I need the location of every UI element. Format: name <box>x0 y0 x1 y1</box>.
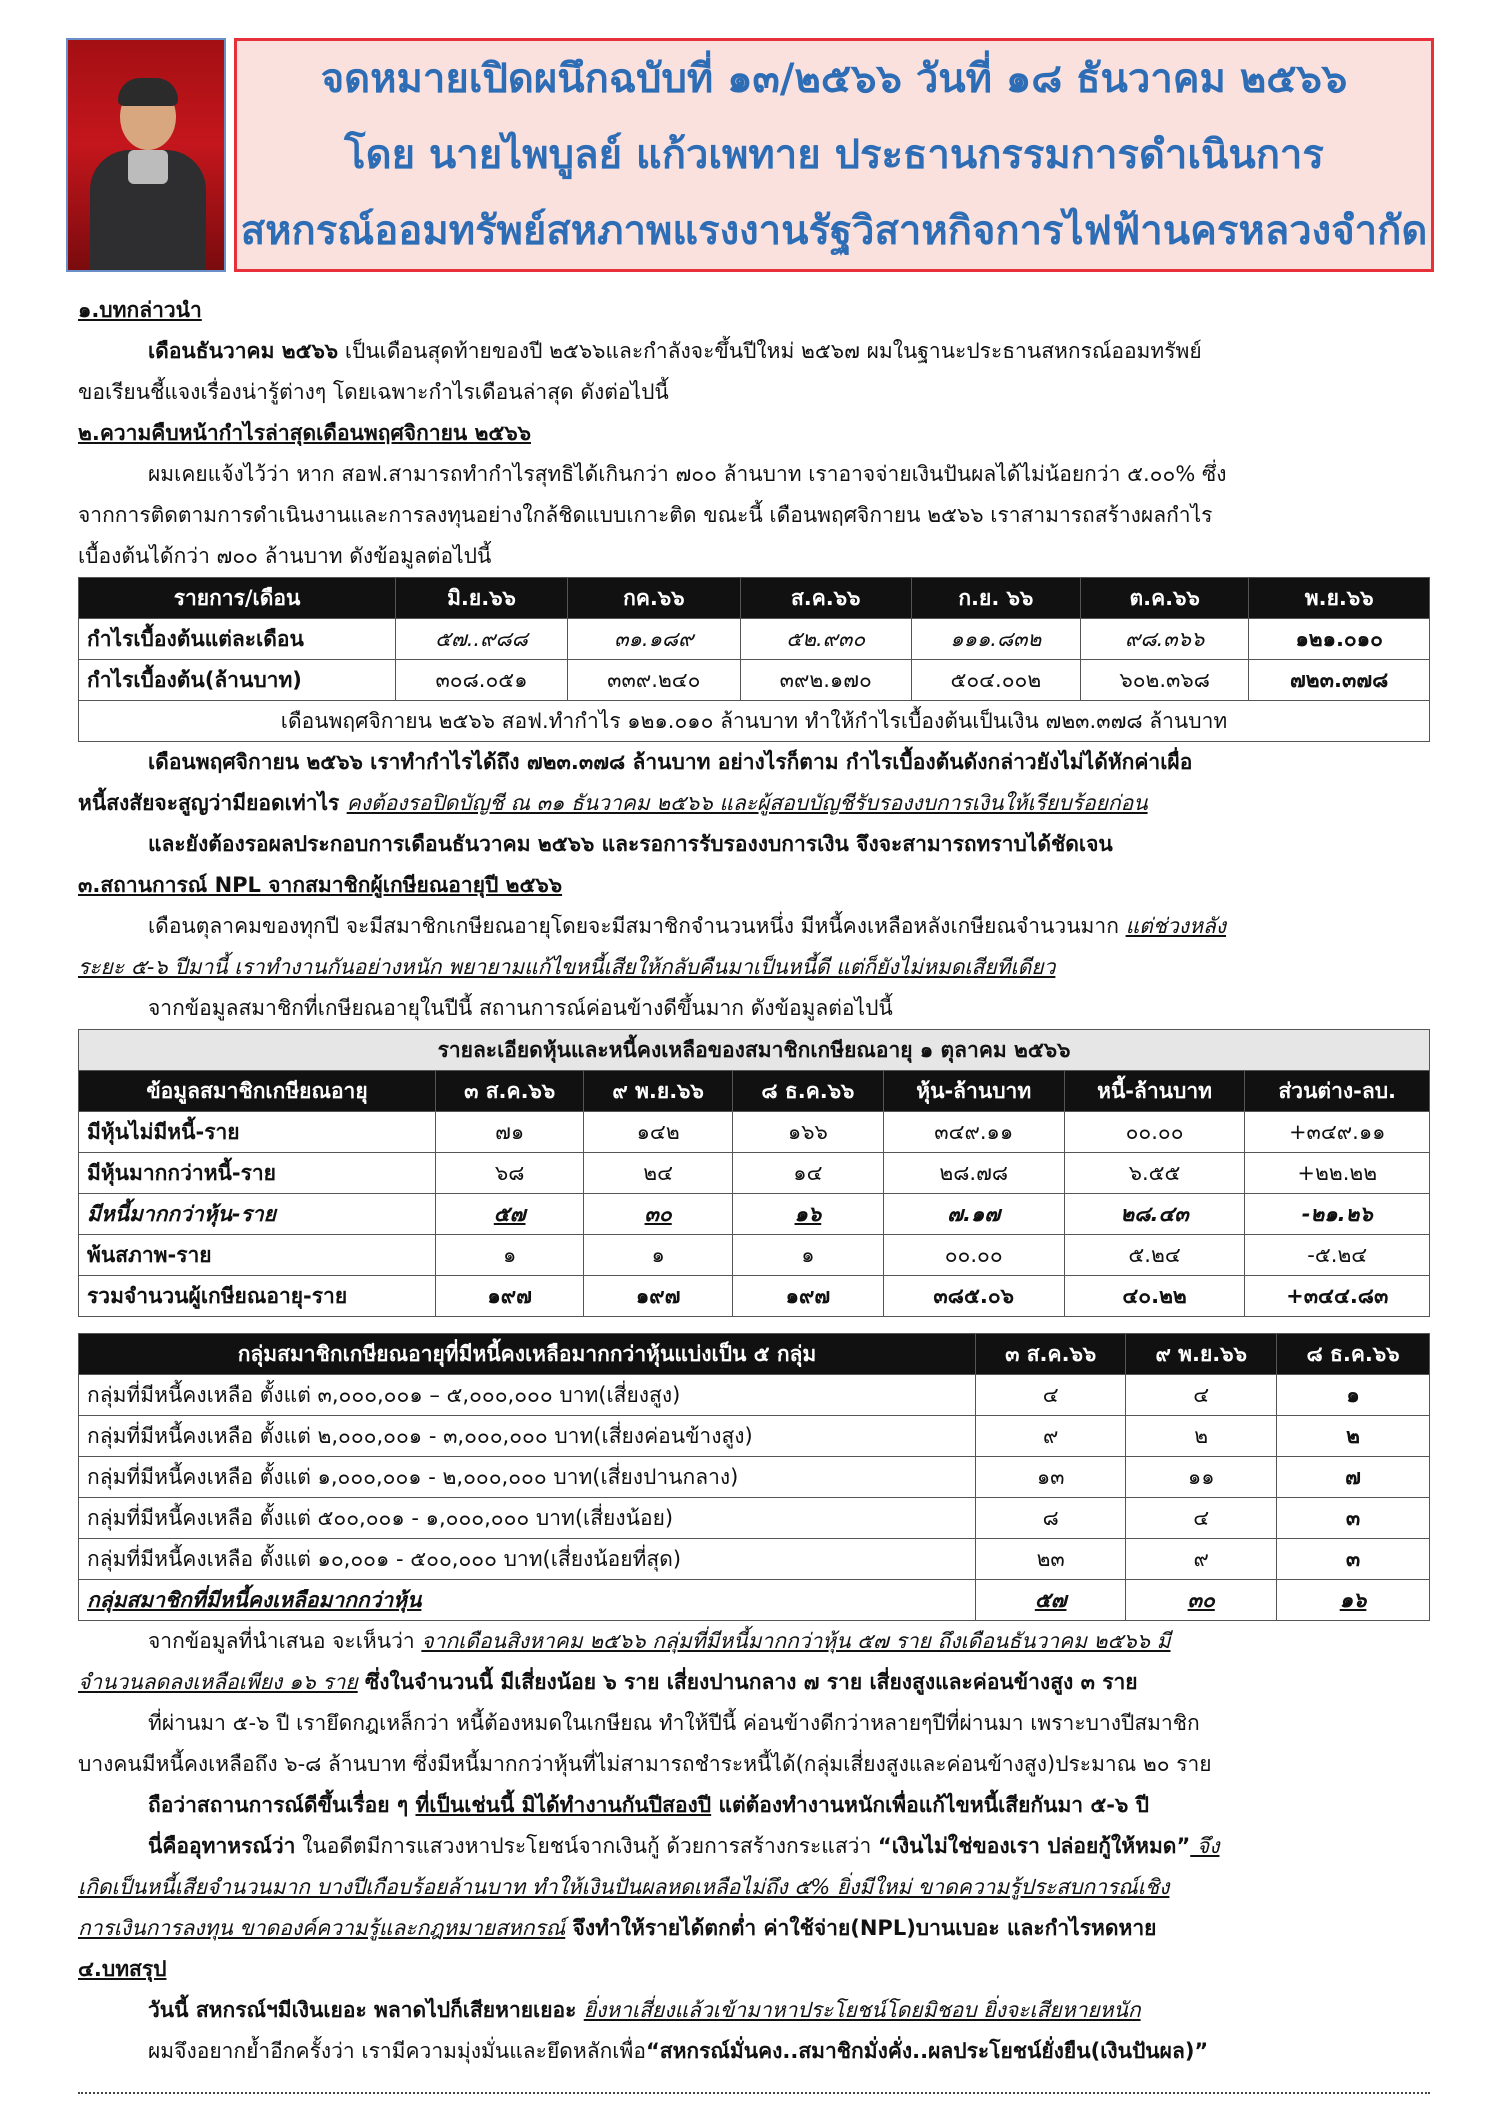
retiree-table <box>78 1029 1430 1317</box>
th: ๘ ธ.ค.๖๖ <box>732 1071 883 1112</box>
cell: ๒๓ <box>976 1539 1126 1580</box>
cell: ๑๙๗ <box>436 1276 584 1317</box>
cell: ๕๗ <box>976 1580 1126 1621</box>
retiree-table-header <box>79 1071 1430 1112</box>
cell: ๓ <box>1277 1539 1430 1580</box>
th: รายการ/เดือน <box>79 578 396 619</box>
cell: ๖.๕๕ <box>1064 1153 1245 1194</box>
cell: ๒๔ <box>584 1153 733 1194</box>
th: พ.ย.๖๖ <box>1249 578 1430 619</box>
chairman-photo <box>66 38 226 272</box>
cell: ๗ <box>1277 1457 1430 1498</box>
s3-p9-c: “เงินไม่ใช่ของเรา ปล่อยกู้ให้หมด” <box>877 1834 1191 1858</box>
s3-p11-b: จึงทำให้รายได้ตกต่ำ ค่าใช้จ่าย(NPL)บานเบอะ และกำไรหดหาย <box>565 1916 1157 1940</box>
profit-table <box>78 577 1430 742</box>
cell: กลุ่มสมาชิกที่มีหนี้คงเหลือมากกว่าหุ้น <box>79 1580 976 1621</box>
s3-p9-b: ในอดีตมีการแสวงหาประโยชน์จากเงินกู้ ด้วยการสร้างกระแสว่า <box>295 1834 878 1858</box>
th: ข้อมูลสมาชิกเกษียณอายุ <box>79 1071 436 1112</box>
table-row <box>79 1375 1430 1416</box>
cell: ๕๒.๙๓๐ <box>740 619 911 660</box>
s3-p1-b: แต่ช่วงหลัง <box>1125 914 1227 938</box>
table-caption: รายละเอียดหุ้นและหนี้คงเหลือของสมาชิกเกษียณอายุ ๑ ตุลาคม ๒๕๖๖ <box>79 1030 1430 1071</box>
th: ๘ ธ.ค.๖๖ <box>1277 1334 1430 1375</box>
cell: ๑๒๑.๐๑๐ <box>1249 619 1430 660</box>
th: ๙ พ.ย.๖๖ <box>1126 1334 1277 1375</box>
cell: +๓๔๔.๘๓ <box>1245 1276 1430 1317</box>
table-caption-row <box>79 1030 1430 1071</box>
th: ต.ค.๖๖ <box>1080 578 1248 619</box>
table-row <box>79 1153 1430 1194</box>
table-row <box>79 1580 1430 1621</box>
s3-p1-a: เดือนตุลาคมของทุกปี จะมีสมาชิกเกษียณอายุโดยจะมีสมาชิกจำนวนหนึ่ง มีหนี้คงเหลือหลังเกษียณจำนวนมาก <box>148 914 1126 938</box>
cell: ๒ <box>1277 1416 1430 1457</box>
cell: กำไรเบื้องต้น(ล้านบาท) <box>79 660 396 701</box>
s3-p9-a: นี่คืออุทาหรณ์ว่า <box>148 1834 296 1858</box>
s4-para-1 <box>78 1990 1428 2031</box>
cell: มีหุ้นไม่มีหนี้-ราย <box>79 1112 436 1153</box>
cell: -๕.๒๔ <box>1245 1235 1430 1276</box>
cell: ๔๐.๒๒ <box>1064 1276 1245 1317</box>
th: กลุ่มสมาชิกเกษียณอายุที่มีหนี้คงเหลือมากกว่าหุ้นแบ่งเป็น ๕ กลุ่ม <box>79 1334 976 1375</box>
cell: ๗๑ <box>436 1112 584 1153</box>
cell: ๐๐.๐๐ <box>883 1235 1064 1276</box>
title-line-1: จดหมายเปิดผนึกฉบับที่ ๑๓/๒๕๖๖ วันที่ ๑๘ ธันวาคม ๒๕๖๖ <box>320 56 1348 102</box>
table-row <box>79 1457 1430 1498</box>
s3-para-11 <box>78 1908 1428 1949</box>
cell: มีหุ้นมากกว่าหนี้-ราย <box>79 1153 436 1194</box>
cell: ๓ <box>1277 1498 1430 1539</box>
table-row <box>79 660 1430 701</box>
s2-para-4: เดือนพฤศจิกายน ๒๕๖๖ เราทำกำไรได้ถึง ๗๒๓.๓๗๘ ล้านบาท อย่างไรก็ตาม กำไรเบื้องต้นดังกล่าวยังไม่ได้หักค่าเผื่อ <box>148 750 1193 774</box>
s3-para-1 <box>78 906 1428 947</box>
s2-para-2: จากการติดตามการดำเนินงานและการลงทุนอย่างใกล้ชิดแบบเกาะติด ขณะนี้ เดือนพฤศจิกายน ๒๕๖๖ เราสามารถสร้างผลกำไร <box>78 503 1213 527</box>
cell: ๑ <box>732 1235 883 1276</box>
s2-p5-a: หนี้สงสัยจะสูญว่ามียอดเท่าไร <box>78 791 347 815</box>
cell: ๕๗ <box>436 1194 584 1235</box>
s1-para-1 <box>78 331 1428 372</box>
s3-para-5 <box>78 1662 1428 1703</box>
s1-para-1-line-2: ขอเรียนชี้แจงเรื่องน่ารู้ต่างๆ โดยเฉพาะกำไรเดือนล่าสุด ดังต่อไปนี้ <box>78 380 669 404</box>
cell: ๓๐ <box>584 1194 733 1235</box>
th: ๓ ส.ค.๖๖ <box>436 1071 584 1112</box>
table-row <box>79 1498 1430 1539</box>
cell: ๒๘.๔๓ <box>1064 1194 1245 1235</box>
cell: ๑๔ <box>732 1153 883 1194</box>
cell: ๑๓ <box>976 1457 1126 1498</box>
s3-p8-a: ถือว่าสถานการณ์ดีขึ้นเรื่อย ๆ <box>148 1793 416 1817</box>
s3-para-3: จากข้อมูลสมาชิกที่เกษียณอายุในปีนี้ สถานการณ์ค่อนข้างดีขึ้นมาก ดังข้อมูลต่อไปนี้ <box>148 996 893 1020</box>
cell: ๓๓๙.๒๔๐ <box>567 660 740 701</box>
cell: มีหนี้มากกว่าหุ้น-ราย <box>79 1194 436 1235</box>
cell: ๑๙๗ <box>584 1276 733 1317</box>
s2-para-5 <box>78 783 1428 824</box>
cell: ๓๔๙.๑๑ <box>883 1112 1064 1153</box>
section-3-heading: ๓.สถานการณ์ NPL จากสมาชิกผู้เกษียณอายุปี ๒๕๖๖ <box>78 873 563 897</box>
th: ๓ ส.ค.๖๖ <box>976 1334 1126 1375</box>
th: หนี้-ล้านบาท <box>1064 1071 1245 1112</box>
cell: ๓๙๒.๑๗๐ <box>740 660 911 701</box>
s2-para-1: ผมเคยแจ้งไว้ว่า หาก สอฟ.สามารถทำกำไรสุทธิได้เกินกว่า ๗๐๐ ล้านบาท เราอาจจ่ายเงินปันผลได้ไม่น้อยกว่า ๕.๐๐% ซึ่ง <box>148 462 1227 486</box>
cell: ๘ <box>976 1498 1126 1539</box>
s4-p1-b: ยิ่งหาเสี่ยงแล้วเข้ามาหาประโยชน์โดยมิชอบ ยิ่งจะเสียหายหนัก <box>583 1998 1141 2022</box>
cell: ๗.๑๗ <box>883 1194 1064 1235</box>
cell: กลุ่มที่มีหนี้คงเหลือ ตั้งแต่ ๑๐,๐๐๑ - ๕๐๐,๐๐๐ บาท(เสี่ยงน้อยที่สุด) <box>79 1539 976 1580</box>
s1-p1-bold: เดือนธันวาคม ๒๕๖๖ <box>148 339 339 363</box>
cell: ๑๑ <box>1126 1457 1277 1498</box>
photo-hair <box>118 78 178 106</box>
letter-body <box>78 290 1428 2072</box>
cell: ๒ <box>1126 1416 1277 1457</box>
s3-para-8 <box>78 1785 1428 1826</box>
s3-para-7: บางคนมีหนี้คงเหลือถึง ๖-๘ ล้านบาท ซึ่งมีหนี้มากกว่าหุ้นที่ไม่สามารถชำระหนี้ได้(กลุ่มเสี่ยงสูงและค่อนข้างสูง)ประมาณ ๒๐ ราย <box>78 1752 1212 1776</box>
cell: ๐๐.๐๐ <box>1064 1112 1245 1153</box>
table-row <box>79 619 1430 660</box>
footer-dotted-divider <box>78 2092 1430 2094</box>
cell: ๔ <box>976 1375 1126 1416</box>
cell: ๑๙๗ <box>732 1276 883 1317</box>
cell: ๕๐๔.๐๐๒ <box>911 660 1080 701</box>
risk-group-table <box>78 1333 1430 1621</box>
s3-para-9 <box>78 1826 1428 1867</box>
cell: ๙๘.๓๖๖ <box>1080 619 1248 660</box>
cell: กลุ่มที่มีหนี้คงเหลือ ตั้งแต่ ๕๐๐,๐๐๑ - ๑,๐๐๐,๐๐๐ บาท(เสี่ยงน้อย) <box>79 1498 976 1539</box>
cell: กลุ่มที่มีหนี้คงเหลือ ตั้งแต่ ๑,๐๐๐,๐๐๑ - ๒,๐๐๐,๐๐๐ บาท(เสี่ยงปานกลาง) <box>79 1457 976 1498</box>
s1-p1-rest: เป็นเดือนสุดท้ายของปี ๒๕๖๖และกำลังจะขึ้นปีใหม่ ๒๕๖๗ ผมในฐานะประธานสหกรณ์ออมทรัพย์ <box>338 339 1202 363</box>
s3-p8-c: แต่ต้องทำงานหนักเพื่อแก้ไขหนี้เสียกันมา ๕-๖ ปี <box>711 1793 1149 1817</box>
s4-p2-a: ผมจึงอยากย้ำอีกครั้งว่า เรามีความมุ่งมั่นและยึดหลักเพื่อ <box>148 2039 646 2063</box>
section-2-heading: ๒.ความคืบหน้ากำไรล่าสุดเดือนพฤศจิกายน ๒๕๖๖ <box>78 421 531 445</box>
title-line-3: สหกรณ์ออมทรัพย์สหภาพแรงงานรัฐวิสาหกิจการไฟฟ้านครหลวงจำกัด <box>240 208 1428 254</box>
table-spacer <box>78 1317 1428 1333</box>
s3-p4-a: จากข้อมูลที่นำเสนอ จะเห็นว่า <box>148 1629 422 1653</box>
table-note-row <box>79 701 1430 742</box>
cell: ๔ <box>1126 1498 1277 1539</box>
cell: +๓๔๙.๑๑ <box>1245 1112 1430 1153</box>
cell: ๖๘ <box>436 1153 584 1194</box>
th: ก.ย. ๖๖ <box>911 578 1080 619</box>
s3-p9-d: จึง <box>1190 1834 1220 1858</box>
table-row <box>79 1539 1430 1580</box>
th: หุ้น-ล้านบาท <box>883 1071 1064 1112</box>
cell: ๑๖ <box>1277 1580 1430 1621</box>
cell: +๒๒.๒๒ <box>1245 1153 1430 1194</box>
cell: ๓๐ <box>1126 1580 1277 1621</box>
s3-para-4 <box>78 1621 1428 1662</box>
cell: ๑ <box>436 1235 584 1276</box>
cell: ๓๐๘.๐๕๑ <box>396 660 568 701</box>
s3-para-10: เกิดเป็นหนี้เสียจำนวนมาก บางปีเกือบร้อยล้านบาท ทำให้เงินปันผลหดเหลือไม่ถึง ๕% ยิ่งมีใหม่ ขาดความรู้ประสบการณ์เชิง <box>78 1875 1170 1899</box>
cell: ๑๖ <box>732 1194 883 1235</box>
cell: ๑๖๖ <box>732 1112 883 1153</box>
section-1-heading: ๑.บทกล่าวนำ <box>78 298 202 322</box>
table-row <box>79 1194 1430 1235</box>
s2-p5-b: คงต้องรอปิดบัญชี ณ ๓๑ ธันวาคม ๒๕๖๖ และผู้สอบบัญชีรับรองงบการเงินให้เรียบร้อยก่อน <box>346 791 1148 815</box>
profit-table-header <box>79 578 1430 619</box>
s3-para-2: ระยะ ๕-๖ ปีมานี้ เราทำงานกันอย่างหนัก พยายามแก้ไขหนี้เสียให้กลับคืนมาเป็นหนี้ดี แต่ก็ยังไม่หมดเสียทีเดียว <box>78 955 1056 979</box>
cell: ๒๘.๗๘ <box>883 1153 1064 1194</box>
th: ๙ พ.ย.๖๖ <box>584 1071 733 1112</box>
cell: ๑๔๒ <box>584 1112 733 1153</box>
cell: ๑ <box>584 1235 733 1276</box>
s3-para-6: ที่ผ่านมา ๕-๖ ปี เรายึดกฎเหล็กว่า หนี้ต้องหมดในเกษียณ ทำให้ปีนี้ ค่อนข้างดีกว่าหลายๆปีที่ผ่านมา เพราะบางปีสมาชิก <box>148 1711 1200 1735</box>
table-note: เดือนพฤศจิกายน ๒๕๖๖ สอฟ.ทำกำไร ๑๒๑.๐๑๐ ล้านบาท ทำให้กำไรเบื้องต้นเป็นเงิน ๗๒๓.๓๗๘ ล้านบาท <box>79 701 1430 742</box>
s3-p4-b: จากเดือนสิงหาคม ๒๕๖๖ กลุ่มที่มีหนี้มากกว่าหุ้น ๕๗ ราย ถึงเดือนธันวาคม ๒๕๖๖ มี <box>421 1629 1171 1653</box>
table-row <box>79 1416 1430 1457</box>
risk-table-header <box>79 1334 1430 1375</box>
s3-p11-a: การเงินการลงทุน ขาดองค์ความรู้และกฎหมายสหกรณ์ <box>78 1916 566 1940</box>
cell: ๗๒๓.๓๗๘ <box>1249 660 1430 701</box>
cell: ๔ <box>1126 1375 1277 1416</box>
s3-p5-a: จำนวนลดลงเหลือเพียง ๑๖ ราย <box>78 1670 358 1694</box>
cell: รวมจำนวนผู้เกษียณอายุ-ราย <box>79 1276 436 1317</box>
th: มิ.ย.๖๖ <box>396 578 568 619</box>
table-row <box>79 1235 1430 1276</box>
s4-para-2 <box>78 2031 1428 2072</box>
cell: พ้นสภาพ-ราย <box>79 1235 436 1276</box>
cell: ๓๑.๑๘๙ <box>567 619 740 660</box>
s2-para-6: และยังต้องรอผลประกอบการเดือนธันวาคม ๒๕๖๖ และรอการรับรองงบการเงิน จึงจะสามารถทราบได้ชัดเจน <box>148 832 1113 856</box>
cell: ๑ <box>1277 1375 1430 1416</box>
th: ส.ค.๖๖ <box>740 578 911 619</box>
table-row <box>79 1276 1430 1317</box>
cell: -๒๑.๒๖ <box>1245 1194 1430 1235</box>
th: ส่วนต่าง-ลบ. <box>1245 1071 1430 1112</box>
cell: ๕๗..๙๘๘ <box>396 619 568 660</box>
cell: ๓๘๕.๐๖ <box>883 1276 1064 1317</box>
s3-p8-b: ที่เป็นเช่นนี้ มิได้ทำงานกันปีสองปี <box>415 1793 712 1817</box>
title-line-2: โดย นายไพบูลย์ แก้วเพทาย ประธานกรรมการดำเนินการ <box>344 132 1324 178</box>
cell: กำไรเบื้องต้นแต่ละเดือน <box>79 619 396 660</box>
s4-p2-b: “สหกรณ์มั่นคง..สมาชิกมั่งคั่ง..ผลประโยชน์ยั่งยืน(เงินปันผล)” <box>645 2039 1209 2063</box>
s2-para-3: เบื้องต้นได้กว่า ๗๐๐ ล้านบาท ดังข้อมูลต่อไปนี้ <box>78 544 492 568</box>
photo-scarf <box>128 150 168 184</box>
table-row <box>79 1112 1430 1153</box>
s4-p1-a: วันนี้ สหกรณ์ฯมีเงินเยอะ พลาดไปก็เสียหายเยอะ <box>148 1998 584 2022</box>
section-4-heading: ๔.บทสรุป <box>78 1957 167 1981</box>
cell: ๙ <box>976 1416 1126 1457</box>
cell: ๙ <box>1126 1539 1277 1580</box>
letter-title-box <box>234 38 1434 272</box>
cell: ๑๑๑.๘๓๒ <box>911 619 1080 660</box>
s3-p5-b: ซึ่งในจำนวนนี้ มีเสี่ยงน้อย ๖ ราย เสี่ยงปานกลาง ๗ ราย เสี่ยงสูงและค่อนข้างสูง ๓ ราย <box>357 1670 1138 1694</box>
cell: กลุ่มที่มีหนี้คงเหลือ ตั้งแต่ ๓,๐๐๐,๐๐๑ – ๕,๐๐๐,๐๐๐ บาท(เสี่ยงสูง) <box>79 1375 976 1416</box>
cell: ๖๐๒.๓๖๘ <box>1080 660 1248 701</box>
cell: ๕.๒๔ <box>1064 1235 1245 1276</box>
cell: กลุ่มที่มีหนี้คงเหลือ ตั้งแต่ ๒,๐๐๐,๐๐๑ - ๓,๐๐๐,๐๐๐ บาท(เสี่ยงค่อนข้างสูง) <box>79 1416 976 1457</box>
th: กค.๖๖ <box>567 578 740 619</box>
